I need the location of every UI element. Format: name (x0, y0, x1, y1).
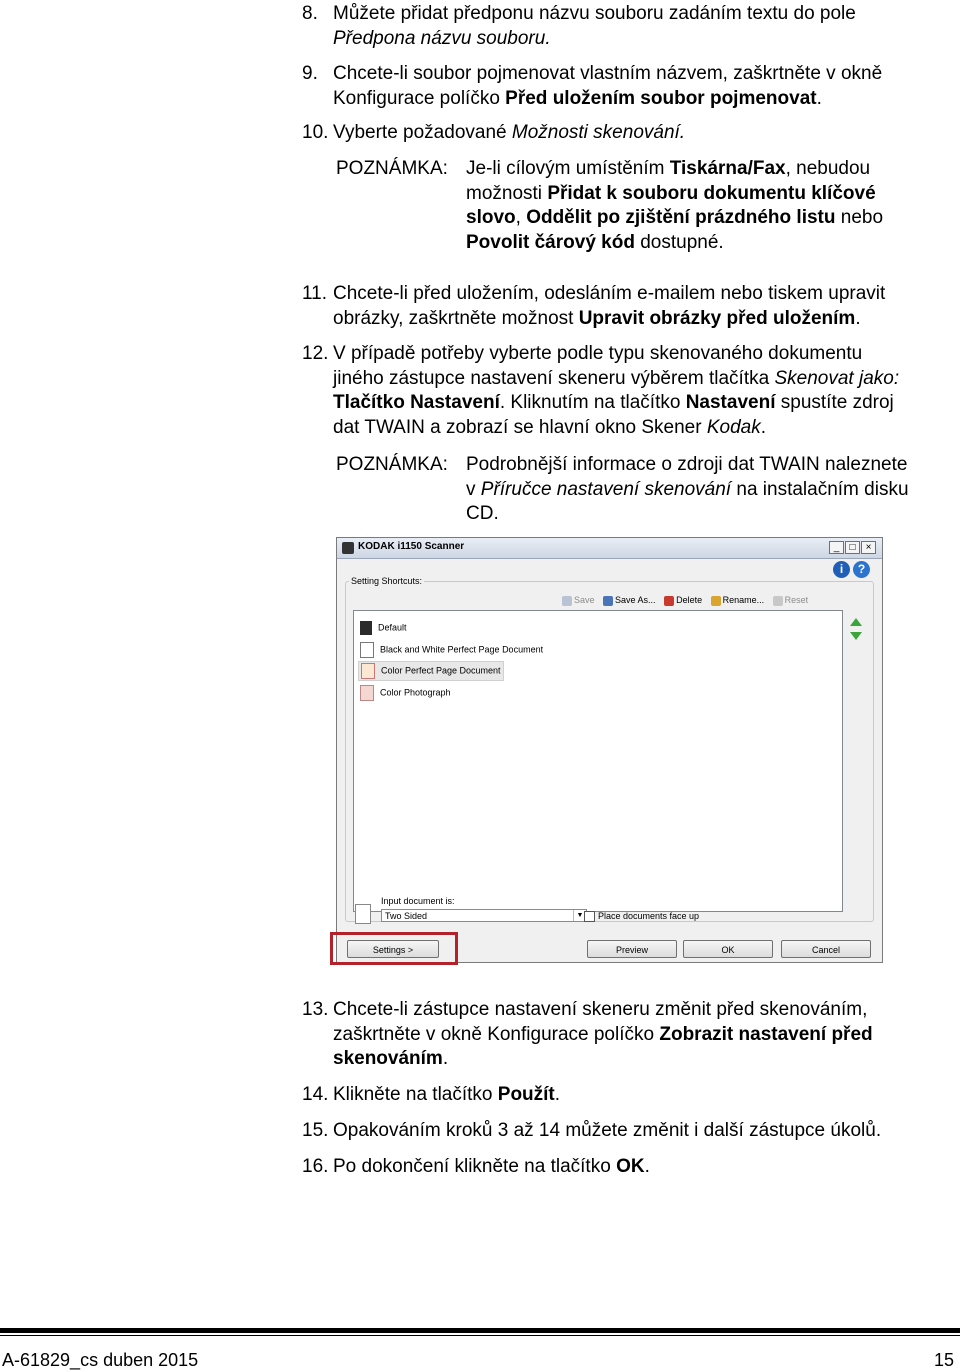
note-text: Je-li cílovým umístěním (466, 158, 670, 179)
step-text-bold: Tlačítko Nastavení (333, 392, 500, 413)
step-text: dat TWAIN a zobrazí se hlavní okno Skener (333, 416, 707, 438)
step-text: . (554, 1084, 561, 1105)
step-text: jiného zástupce nastavení skeneru výběrem tlačítka (333, 367, 775, 389)
step-text: . (644, 1156, 650, 1177)
note-text-bold: Přidat k souboru dokumentu klíčové (547, 182, 876, 204)
window-title: KODAK i1150 Scanner (358, 541, 465, 552)
step-text-italic: Možnosti skenování. (511, 122, 686, 143)
maximize-button[interactable]: □ (845, 541, 860, 554)
close-button[interactable]: × (861, 541, 876, 554)
step-14 (302, 1083, 952, 1108)
note-2 (336, 453, 956, 527)
note-text: v (466, 478, 481, 500)
step-text: Chcete-li zástupce nastavení skeneru změnit před skenováním, (333, 999, 868, 1020)
step-11 (302, 282, 952, 331)
input-document-select[interactable] (381, 909, 587, 922)
step-text: V případě potřeby vyberte podle typu skenovaného dokumentu (333, 343, 863, 364)
note-1 (336, 157, 956, 255)
note-label: POZNÁMKA: (336, 454, 448, 475)
step-text: Konfigurace políčko (333, 87, 506, 109)
step-text: . (760, 416, 767, 438)
step-text: . Kliknutím na tlačítko (499, 392, 686, 413)
info-icon[interactable]: i (833, 561, 850, 578)
scanner-icon (360, 621, 372, 635)
scanner-window (336, 537, 883, 963)
scanner-app-icon (342, 542, 354, 554)
list-item-label: Color Perfect Page Document (381, 665, 501, 676)
step-15 (302, 1119, 952, 1144)
list-item[interactable] (360, 642, 543, 658)
step-13 (302, 998, 952, 1072)
note-text: Podrobnější informace o zdroji dat TWAIN naleznete (466, 454, 908, 475)
shortcut-toolbar (562, 595, 814, 606)
footer-rule-thin (0, 1335, 960, 1336)
page-number: 15 (933, 1350, 954, 1370)
step-text: obrázky, zaškrtněte možnost (333, 307, 579, 329)
note-text-bold: Povolit čárový kód (466, 231, 635, 253)
step-text-bold: Před uložením soubor pojmenovat (505, 87, 817, 109)
input-document-value: Two Sided (385, 911, 428, 921)
step-text-bold: Použít (497, 1084, 555, 1105)
list-item-label: Black and White Perfect Page Document (380, 644, 544, 655)
step-12 (302, 342, 952, 440)
step-text: Předpona názvu souboru. (333, 27, 551, 49)
list-item-label: Color Photograph (380, 687, 451, 698)
step-text-bold: OK (616, 1156, 645, 1177)
step-text: Chcete-li soubor pojmenovat vlastním názvem, zaškrtněte v okně (333, 63, 883, 84)
document-icon (360, 642, 374, 658)
color-document-icon (361, 663, 375, 679)
note-text: dostupné. (634, 231, 724, 253)
footer-rule (0, 1328, 960, 1333)
settings-highlight-box (330, 932, 458, 965)
delete-icon (664, 596, 674, 606)
title-bar (337, 538, 882, 559)
save-as-label: Save As... (615, 595, 656, 605)
step-text-italic: Kodak (706, 416, 761, 438)
note-text-bold: slovo (466, 207, 516, 228)
step-text: Opakováním kroků 3 až 14 můžete změnit i další zástupce úkolů. (333, 1120, 882, 1141)
list-item[interactable] (360, 621, 407, 635)
move-down-icon[interactable] (850, 632, 862, 640)
step-text: Vyberte požadované (333, 122, 512, 143)
step-number: 12. (302, 343, 329, 364)
step-text: Můžete přidat předponu názvu souboru zadáním textu do pole (333, 3, 856, 24)
move-up-icon[interactable] (850, 618, 862, 626)
list-item[interactable] (360, 685, 451, 701)
footer-doc-id: A-61829_cs duben 2015 (2, 1350, 199, 1370)
note-text-italic: Příručce nastavení skenování (480, 478, 732, 500)
ok-button[interactable]: OK (683, 940, 773, 958)
shortcuts-list[interactable] (353, 610, 843, 912)
reset-label: Reset (784, 595, 809, 605)
help-icon[interactable]: ? (853, 561, 870, 578)
list-item[interactable] (358, 661, 504, 681)
save-label: Save (574, 595, 595, 605)
delete-label: Delete (676, 595, 703, 605)
step-text-bold: Nastavení (685, 392, 776, 413)
settings-button[interactable]: Settings > (347, 940, 439, 958)
step-text: . (855, 307, 861, 329)
help-icons (830, 560, 870, 578)
note-text: CD. (466, 503, 499, 524)
save-as-button[interactable] (603, 595, 656, 606)
step-text: . (442, 1048, 449, 1069)
preview-button[interactable]: Preview (587, 940, 677, 958)
step-text-bold: Zobrazit nastavení před (659, 1023, 873, 1045)
step-number: 14. (302, 1084, 329, 1105)
note-text-bold: Oddělit po zjištění prázdného listu (526, 207, 836, 228)
minimize-button[interactable]: _ (829, 541, 844, 554)
list-item-label: Default (378, 622, 407, 633)
step-16 (302, 1155, 952, 1180)
step-number: 11. (302, 283, 328, 304)
note-text: na instalačním disku (731, 478, 909, 500)
step-number: 16. (302, 1156, 329, 1177)
step-text-italic: Skenovat jako: (774, 367, 900, 389)
save-as-icon (603, 596, 613, 606)
photo-icon (360, 685, 374, 701)
step-number: 15. (302, 1120, 329, 1141)
rename-icon (711, 596, 721, 606)
note-text: nebo (835, 207, 884, 228)
step-text: spustíte zdroj (775, 392, 894, 413)
step-8 (302, 2, 952, 51)
step-text: zaškrtněte v okně Konfigurace políčko (333, 1023, 660, 1045)
reorder-arrows (850, 618, 862, 646)
delete-button[interactable] (664, 595, 702, 606)
step-10 (302, 121, 952, 146)
note-text-bold: Tiskárna/Fax (669, 158, 786, 179)
step-text-bold: skenováním (333, 1048, 443, 1069)
cancel-button[interactable]: Cancel (781, 940, 871, 958)
step-text: Chcete-li před uložením, odesláním e-mailem nebo tiskem upravit (333, 283, 886, 304)
input-document-label: Input document is: (381, 896, 455, 906)
chevron-down-icon: ▼ (573, 910, 586, 921)
save-button[interactable] (562, 595, 595, 606)
place-face-up-label: Place documents face up (598, 911, 700, 921)
step-number: 10. (302, 122, 329, 143)
step-text: . (816, 87, 822, 109)
checkbox-box (584, 911, 595, 922)
step-text: Po dokončení klikněte na tlačítko (333, 1156, 617, 1177)
note-text: , nebudou (785, 158, 871, 179)
step-number: 8. (302, 3, 318, 24)
note-label: POZNÁMKA: (336, 158, 448, 179)
place-face-up-checkbox[interactable] (584, 911, 699, 922)
reset-icon (773, 596, 783, 606)
step-number: 9. (302, 63, 318, 84)
reset-button[interactable] (773, 595, 809, 606)
rename-label: Rename... (722, 595, 765, 605)
document-input-icon (355, 904, 371, 924)
step-text: Klikněte na tlačítko (333, 1084, 498, 1105)
step-text-bold: Upravit obrázky před uložením (578, 307, 856, 329)
note-text: , (515, 207, 527, 228)
step-number: 13. (302, 999, 329, 1020)
note-text: možnosti (466, 182, 548, 204)
rename-button[interactable] (711, 595, 765, 606)
group-label: Setting Shortcuts: (351, 576, 423, 586)
save-icon (562, 596, 572, 606)
step-9 (302, 62, 952, 111)
